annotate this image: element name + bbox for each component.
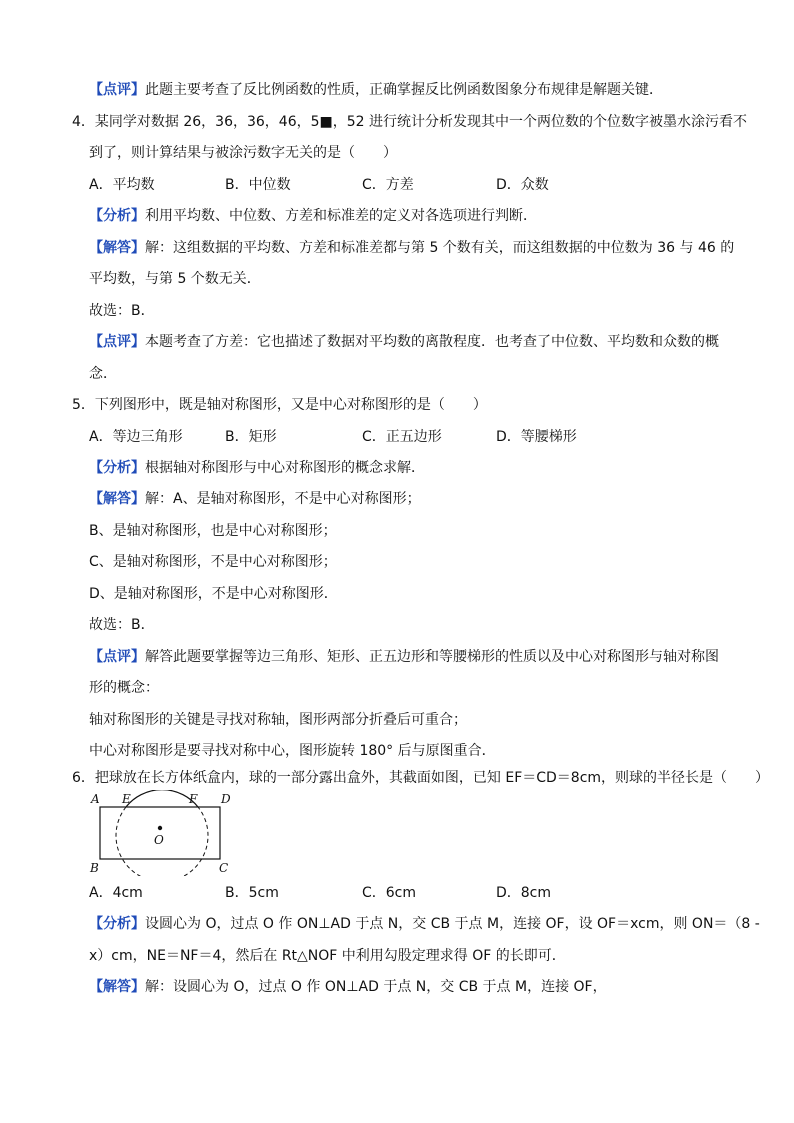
- q5-answer-c: C、是轴对称图形，不是中心对称图形；: [89, 554, 337, 570]
- answer-text: 解：A、是轴对称图形，不是中心对称图形；: [145, 491, 421, 507]
- label-f: F: [189, 792, 198, 806]
- q5-answer: [89, 489, 421, 509]
- analysis-tag: 【分析】: [89, 460, 145, 476]
- answer-tag: 【解答】: [89, 979, 145, 995]
- q5-answer-b: B、是轴对称图形，也是中心对称图形；: [89, 523, 337, 539]
- label-b: B: [90, 861, 99, 875]
- q6-option-a: A．4cm: [89, 885, 143, 901]
- label-e: E: [122, 792, 131, 806]
- q5-option-d: D．等腰梯形: [496, 429, 577, 445]
- review-tag: 【点评】: [89, 82, 145, 98]
- answer-tag: 【解答】: [89, 491, 145, 507]
- review-text: 此题主要考查了反比例函数的性质，正确掌握反比例函数图象分布规律是解题关键．: [145, 82, 663, 98]
- q4-stem-line1: 4．某同学对数据 26，36，36，46，5■，52 进行统计分析发现其中一个两位数的个位数字被墨水涂污看不: [72, 114, 748, 130]
- q6-option-d: D．8cm: [496, 885, 552, 901]
- q4-answer: [89, 238, 734, 258]
- q5-review-line2: 形的概念：: [89, 680, 159, 696]
- answer-text: 解：这组数据的平均数、方差和标准差都与第 5 个数有关，而这组数据的中位数为 36 与 46 的: [145, 240, 735, 256]
- center-point: [158, 826, 162, 830]
- q5-analysis: [89, 458, 425, 478]
- q4-option-c: C．方差: [362, 177, 414, 193]
- q4-review: [89, 332, 719, 352]
- review-tag: 【点评】: [89, 334, 145, 350]
- q6-analysis-line2: x）cm，NE＝NF＝4，然后在 Rt△NOF 中利用勾股定理求得 OF 的长即可．: [89, 948, 566, 964]
- q5-option-c: C．正五边形: [362, 429, 442, 445]
- label-d: D: [221, 792, 231, 806]
- q6-figure: [88, 790, 238, 876]
- q5-option-a: A．等边三角形: [89, 429, 183, 445]
- analysis-tag: 【分析】: [89, 916, 145, 932]
- q4-option-b: B．中位数: [225, 177, 291, 193]
- q6-stem: 6．把球放在长方体纸盒内，球的一部分露出盒外，其截面如图，已知 EF＝CD＝8cm，则球的半径长是（ ）: [72, 770, 770, 786]
- label-c: C: [219, 861, 229, 875]
- q4-stem-line2: 到了，则计算结果与被涂污数字无关的是（ ）: [89, 145, 397, 161]
- q6-analysis: [89, 914, 760, 934]
- answer-text: 解：设圆心为 O，过点 O 作 ON⊥AD 于点 N，交 CB 于点 M，连接 OF，: [145, 979, 607, 995]
- analysis-text: 根据轴对称图形与中心对称图形的概念求解．: [145, 460, 425, 476]
- q3-review: [89, 80, 663, 100]
- circle-arc-outside: [126, 790, 198, 807]
- q5-review-extra2: 中心对称图形是要寻找对称中心，图形旋转 180° 后与原图重合．: [89, 743, 496, 759]
- q5-answer-d: D、是轴对称图形，不是中心对称图形．: [89, 586, 338, 602]
- q5-choice: 故选：B．: [89, 617, 155, 633]
- q4-option-a: A．平均数: [89, 177, 155, 193]
- q4-answer-line2: 平均数，与第 5 个数无关．: [89, 271, 261, 287]
- q4-option-d: D．众数: [496, 177, 549, 193]
- q5-review-extra1: 轴对称图形的关键是寻找对称轴，图形两部分折叠后可重合；: [89, 712, 467, 728]
- review-text: 本题考查了方差：它也描述了数据对平均数的离散程度．也考查了中位数、平均数和众数的概: [145, 334, 719, 350]
- review-text: 解答此题要掌握等边三角形、矩形、正五边形和等腰梯形的性质以及中心对称图形与轴对称图: [145, 649, 719, 665]
- label-a: A: [91, 792, 100, 806]
- q5-review: [89, 647, 719, 667]
- analysis-tag: 【分析】: [89, 208, 145, 224]
- q5-stem: 5．下列图形中，既是轴对称图形，又是中心对称图形的是（ ）: [72, 397, 487, 413]
- label-o: O: [154, 833, 164, 847]
- analysis-text: 设圆心为 O，过点 O 作 ON⊥AD 于点 N，交 CB 于点 M，连接 OF，设 OF＝xcm，则 ON＝（8 -: [145, 916, 760, 932]
- answer-tag: 【解答】: [89, 240, 145, 256]
- q6-option-b: B．5cm: [225, 885, 279, 901]
- q4-review-line2: 念．: [89, 366, 117, 382]
- q6-answer: [89, 977, 607, 997]
- q4-choice: 故选：B．: [89, 303, 155, 319]
- review-tag: 【点评】: [89, 649, 145, 665]
- q5-option-b: B．矩形: [225, 429, 277, 445]
- analysis-text: 利用平均数、中位数、方差和标准差的定义对各选项进行判断．: [145, 208, 537, 224]
- q4-analysis: [89, 206, 537, 226]
- q6-option-c: C．6cm: [362, 885, 417, 901]
